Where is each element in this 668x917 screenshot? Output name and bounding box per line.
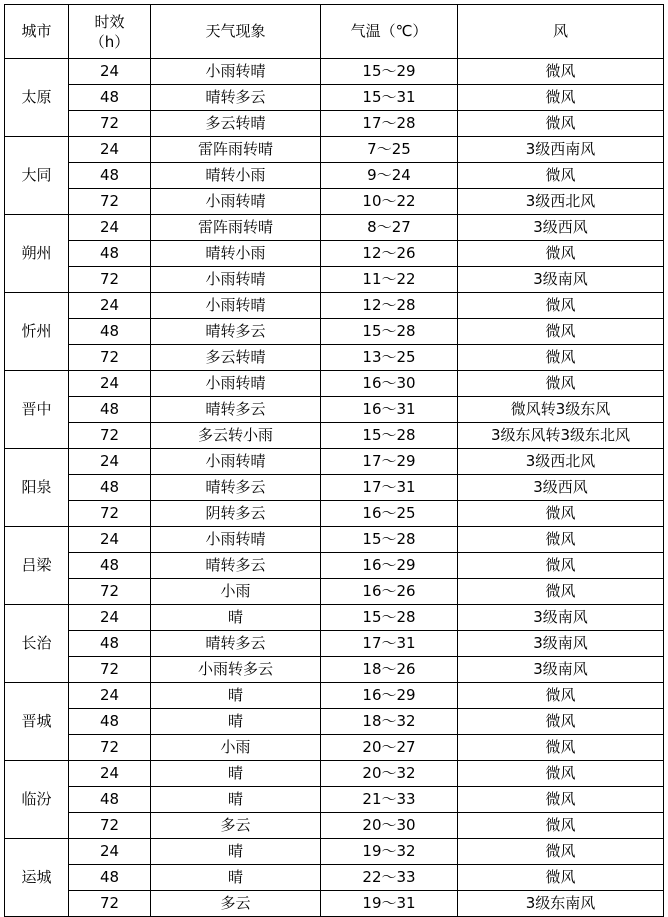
weather-cell: 多云 (151, 891, 321, 917)
hours-cell: 48 (69, 397, 151, 423)
temperature-cell: 16～29 (321, 553, 458, 579)
temperature-cell: 18～32 (321, 709, 458, 735)
wind-cell: 微风 (458, 111, 664, 137)
table-row (5, 891, 664, 917)
hours-cell: 24 (69, 527, 151, 553)
hours-cell: 72 (69, 111, 151, 137)
temperature-cell: 18～26 (321, 657, 458, 683)
temperature-cell: 15～28 (321, 319, 458, 345)
header-hours-line1: 时效 (94, 12, 125, 31)
table-row (5, 189, 664, 215)
wind-cell: 3级南风 (458, 605, 664, 631)
temperature-cell: 17～29 (321, 449, 458, 475)
weather-cell: 晴 (151, 709, 321, 735)
hours-cell: 24 (69, 137, 151, 163)
hours-cell: 72 (69, 657, 151, 683)
wind-cell: 微风 (458, 293, 664, 319)
table-row (5, 137, 664, 163)
wind-cell: 3级西风 (458, 215, 664, 241)
city-name-cell: 太原 (5, 59, 69, 137)
temperature-cell: 21～33 (321, 787, 458, 813)
table-row (5, 163, 664, 189)
hours-cell: 48 (69, 319, 151, 345)
city-name-cell: 晋城 (5, 683, 69, 761)
header-hours (69, 5, 151, 59)
wind-cell: 3级西北风 (458, 449, 664, 475)
header-city: 城市 (5, 5, 69, 59)
weather-cell: 晴转小雨 (151, 241, 321, 267)
table-row (5, 787, 664, 813)
wind-cell: 微风 (458, 865, 664, 891)
hours-cell: 48 (69, 85, 151, 111)
weather-cell: 晴转多云 (151, 553, 321, 579)
wind-cell: 微风 (458, 345, 664, 371)
table-row (5, 319, 664, 345)
temperature-cell: 15～28 (321, 423, 458, 449)
table-row (5, 865, 664, 891)
hours-cell: 72 (69, 891, 151, 917)
weather-cell: 雷阵雨转晴 (151, 137, 321, 163)
wind-cell: 微风 (458, 371, 664, 397)
city-name-cell: 大同 (5, 137, 69, 215)
weather-cell: 小雨转晴 (151, 267, 321, 293)
hours-cell: 24 (69, 59, 151, 85)
table-row (5, 605, 664, 631)
hours-cell: 72 (69, 423, 151, 449)
wind-cell: 微风 (458, 553, 664, 579)
weather-cell: 小雨转晴 (151, 59, 321, 85)
wind-cell: 微风 (458, 319, 664, 345)
temperature-cell: 15～31 (321, 85, 458, 111)
wind-cell: 3级南风 (458, 267, 664, 293)
hours-cell: 48 (69, 553, 151, 579)
table-row (5, 527, 664, 553)
table-row (5, 813, 664, 839)
temperature-cell: 17～28 (321, 111, 458, 137)
weather-cell: 晴转多云 (151, 397, 321, 423)
wind-cell: 3级西南风 (458, 137, 664, 163)
table-row (5, 267, 664, 293)
hours-cell: 48 (69, 865, 151, 891)
table-row (5, 397, 664, 423)
table-row (5, 761, 664, 787)
wind-cell: 3级西风 (458, 475, 664, 501)
temperature-cell: 12～26 (321, 241, 458, 267)
hours-cell: 24 (69, 761, 151, 787)
table-header (5, 5, 664, 59)
wind-cell: 微风 (458, 709, 664, 735)
weather-cell: 晴 (151, 787, 321, 813)
temperature-cell: 19～31 (321, 891, 458, 917)
table-row (5, 475, 664, 501)
city-name-cell: 阳泉 (5, 449, 69, 527)
header-hours-line2: （h） (89, 32, 130, 51)
weather-cell: 晴转多云 (151, 475, 321, 501)
wind-cell: 微风 (458, 683, 664, 709)
table-row (5, 449, 664, 475)
weather-cell: 小雨 (151, 579, 321, 605)
weather-cell: 多云转晴 (151, 111, 321, 137)
temperature-cell: 10～22 (321, 189, 458, 215)
wind-cell: 微风 (458, 839, 664, 865)
temperature-cell: 7～25 (321, 137, 458, 163)
hours-cell: 72 (69, 579, 151, 605)
hours-cell: 48 (69, 631, 151, 657)
table-row (5, 657, 664, 683)
wind-cell: 微风 (458, 85, 664, 111)
table-row (5, 85, 664, 111)
header-weather: 天气现象 (151, 5, 321, 59)
hours-cell: 24 (69, 839, 151, 865)
wind-cell: 3级南风 (458, 657, 664, 683)
weather-cell: 阴转多云 (151, 501, 321, 527)
weather-cell: 晴转多云 (151, 631, 321, 657)
table-row (5, 215, 664, 241)
table-row (5, 631, 664, 657)
hours-cell: 24 (69, 449, 151, 475)
hours-cell: 24 (69, 293, 151, 319)
weather-cell: 晴转小雨 (151, 163, 321, 189)
weather-cell: 晴转多云 (151, 85, 321, 111)
table-row (5, 293, 664, 319)
hours-cell: 24 (69, 215, 151, 241)
table-row (5, 59, 664, 85)
table-row (5, 501, 664, 527)
city-name-cell: 晋中 (5, 371, 69, 449)
temperature-cell: 16～25 (321, 501, 458, 527)
wind-cell: 微风 (458, 501, 664, 527)
temperature-cell: 16～26 (321, 579, 458, 605)
temperature-cell: 16～31 (321, 397, 458, 423)
temperature-cell: 19～32 (321, 839, 458, 865)
hours-cell: 72 (69, 813, 151, 839)
table-row (5, 371, 664, 397)
table-row (5, 735, 664, 761)
wind-cell: 微风 (458, 579, 664, 605)
hours-cell: 24 (69, 683, 151, 709)
city-name-cell: 长治 (5, 605, 69, 683)
temperature-cell: 17～31 (321, 631, 458, 657)
temperature-cell: 16～29 (321, 683, 458, 709)
temperature-cell: 15～28 (321, 527, 458, 553)
city-name-cell: 忻州 (5, 293, 69, 371)
city-name-cell: 吕梁 (5, 527, 69, 605)
weather-cell: 小雨转多云 (151, 657, 321, 683)
hours-cell: 72 (69, 345, 151, 371)
weather-cell: 晴 (151, 683, 321, 709)
wind-cell: 3级西北风 (458, 189, 664, 215)
hours-cell: 48 (69, 241, 151, 267)
temperature-cell: 8～27 (321, 215, 458, 241)
hours-cell: 48 (69, 163, 151, 189)
weather-cell: 多云 (151, 813, 321, 839)
wind-cell: 微风 (458, 787, 664, 813)
weather-cell: 晴转多云 (151, 319, 321, 345)
wind-cell: 3级东风转3级东北风 (458, 423, 664, 449)
temperature-cell: 11～22 (321, 267, 458, 293)
weather-cell: 晴 (151, 865, 321, 891)
weather-cell: 小雨 (151, 735, 321, 761)
temperature-cell: 20～27 (321, 735, 458, 761)
wind-cell: 3级南风 (458, 631, 664, 657)
table-row (5, 553, 664, 579)
wind-cell: 3级东南风 (458, 891, 664, 917)
weather-cell: 多云转小雨 (151, 423, 321, 449)
temperature-cell: 15～28 (321, 605, 458, 631)
table-row (5, 839, 664, 865)
table-row (5, 683, 664, 709)
table-row (5, 709, 664, 735)
header-wind: 风 (458, 5, 664, 59)
temperature-cell: 16～30 (321, 371, 458, 397)
forecast-table (4, 4, 664, 917)
weather-cell: 晴 (151, 605, 321, 631)
wind-cell: 微风转3级东风 (458, 397, 664, 423)
city-name-cell: 运城 (5, 839, 69, 917)
city-name-cell: 临汾 (5, 761, 69, 839)
header-row (5, 5, 664, 59)
weather-cell: 雷阵雨转晴 (151, 215, 321, 241)
hours-cell: 72 (69, 189, 151, 215)
table-row (5, 111, 664, 137)
weather-cell: 小雨转晴 (151, 293, 321, 319)
wind-cell: 微风 (458, 735, 664, 761)
temperature-cell: 13～25 (321, 345, 458, 371)
temperature-cell: 17～31 (321, 475, 458, 501)
hours-cell: 24 (69, 605, 151, 631)
weather-cell: 晴 (151, 761, 321, 787)
weather-cell: 小雨转晴 (151, 371, 321, 397)
hours-cell: 48 (69, 475, 151, 501)
hours-cell: 72 (69, 735, 151, 761)
table-row (5, 345, 664, 371)
temperature-cell: 12～28 (321, 293, 458, 319)
hours-cell: 48 (69, 787, 151, 813)
weather-cell: 小雨转晴 (151, 527, 321, 553)
weather-cell: 晴 (151, 839, 321, 865)
wind-cell: 微风 (458, 163, 664, 189)
hours-cell: 48 (69, 709, 151, 735)
table-body (5, 59, 664, 917)
temperature-cell: 15～29 (321, 59, 458, 85)
weather-cell: 多云转晴 (151, 345, 321, 371)
weather-cell: 小雨转晴 (151, 449, 321, 475)
table-row (5, 423, 664, 449)
temperature-cell: 20～32 (321, 761, 458, 787)
wind-cell: 微风 (458, 527, 664, 553)
temperature-cell: 9～24 (321, 163, 458, 189)
table-row (5, 241, 664, 267)
wind-cell: 微风 (458, 813, 664, 839)
temperature-cell: 22～33 (321, 865, 458, 891)
hours-cell: 72 (69, 501, 151, 527)
city-name-cell: 朔州 (5, 215, 69, 293)
hours-cell: 24 (69, 371, 151, 397)
wind-cell: 微风 (458, 59, 664, 85)
wind-cell: 微风 (458, 761, 664, 787)
hours-cell: 72 (69, 267, 151, 293)
weather-cell: 小雨转晴 (151, 189, 321, 215)
header-temperature: 气温（℃） (321, 5, 458, 59)
temperature-cell: 20～30 (321, 813, 458, 839)
table-row (5, 579, 664, 605)
wind-cell: 微风 (458, 241, 664, 267)
